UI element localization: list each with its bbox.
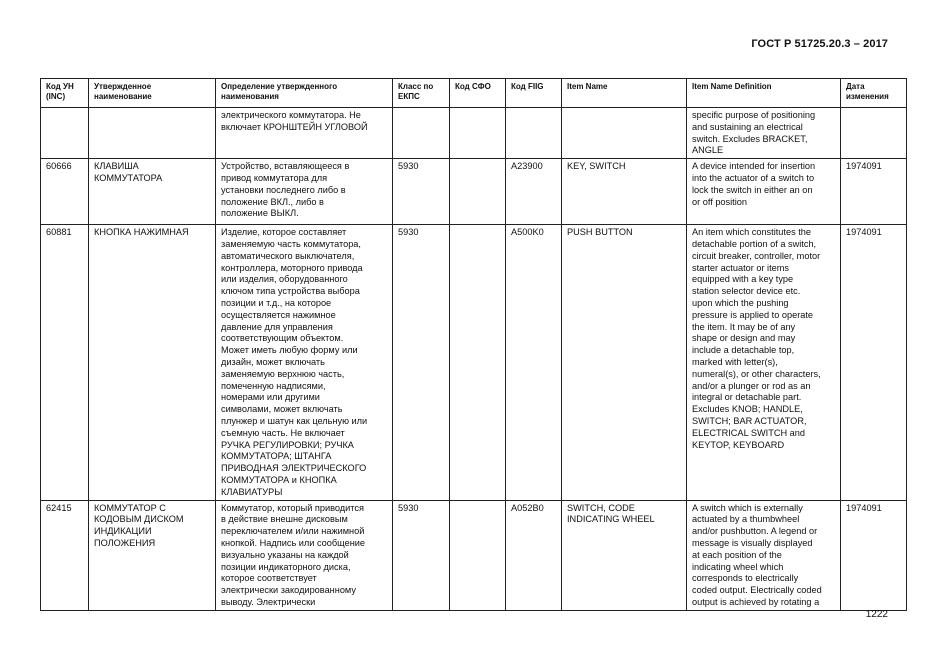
col-header-fiig: Код FIIG xyxy=(506,79,562,108)
col-header-item-def: Item Name Definition xyxy=(687,79,841,108)
cell-fiig xyxy=(506,108,562,159)
cell-class: 5930 xyxy=(393,159,450,225)
document-code: ГОСТ Р 51725.20.3 – 2017 xyxy=(751,38,888,50)
cell-inc xyxy=(41,108,89,159)
cell-def-ru: Коммутатор, который приводится в действие внешне дисковым переключателем и/или нажимной кнопкой. Надпись или сообщение визуально указаны на каждой позиции индикаторного диска, которое соответствует электрически закодированному выводу. Электрически xyxy=(216,500,393,610)
cell-fiig: A052B0 xyxy=(506,500,562,610)
classifier-table xyxy=(40,78,907,611)
cell-date: 1974091 xyxy=(841,500,907,610)
cell-def-ru: электрического коммутатора. Не включает КРОНШТЕЙН УГЛОВОЙ xyxy=(216,108,393,159)
cell-inc: 60881 xyxy=(41,225,89,500)
table-row xyxy=(41,500,907,610)
col-header-date: Дата изменения xyxy=(841,79,907,108)
cell-sfo xyxy=(450,159,506,225)
cell-item-def: A switch which is externally actuated by a thumbwheel and/or pushbutton. A legend or message is visually displayed at each position of the indicating wheel which corresponds to electrically coded output. Electrically coded output is achieved by rotating a xyxy=(687,500,841,610)
cell-fiig: A23900 xyxy=(506,159,562,225)
cell-date: 1974091 xyxy=(841,225,907,500)
cell-sfo xyxy=(450,225,506,500)
cell-fiig: A500K0 xyxy=(506,225,562,500)
cell-class: 5930 xyxy=(393,500,450,610)
table-header-row xyxy=(41,79,907,108)
cell-name-ru: КНОПКА НАЖИМНАЯ xyxy=(89,225,216,500)
cell-name-ru: КЛАВИША КОММУТАТОРА xyxy=(89,159,216,225)
cell-item-def: A device intended for insertion into the actuator of a switch to lock the switch in either an on or off position xyxy=(687,159,841,225)
col-header-name-ru: Утвержденное наименование xyxy=(89,79,216,108)
cell-inc: 62415 xyxy=(41,500,89,610)
table-row xyxy=(41,225,907,500)
cell-class xyxy=(393,108,450,159)
table-row xyxy=(41,108,907,159)
col-header-inc: Код УН (INC) xyxy=(41,79,89,108)
cell-inc: 60666 xyxy=(41,159,89,225)
cell-sfo xyxy=(450,108,506,159)
col-header-class: Класс по ЕКПС xyxy=(393,79,450,108)
col-header-item-name: Item Name xyxy=(562,79,687,108)
cell-name-ru: КОММУТАТОР С КОДОВЫМ ДИСКОМ ИНДИКАЦИИ ПОЛОЖЕНИЯ xyxy=(89,500,216,610)
cell-item-def: An item which constitutes the detachable portion of a switch, circuit breaker, controller, motor starter actuator or items equipped with a key type station selector device etc. upon which the pushing pressure is applied to operate the item. It may be of any shape or design and may include a detachable top, marked with letter(s), numeral(s), or other characters, and/or a plunger or rod as an integral or detachable part. Excludes KNOB; HANDLE, SWITCH; BAR ACTUATOR, ELECTRICAL SWITCH and KEYTOP, KEYBOARD xyxy=(687,225,841,500)
table-row xyxy=(41,159,907,225)
cell-date xyxy=(841,108,907,159)
cell-date: 1974091 xyxy=(841,159,907,225)
cell-name-ru xyxy=(89,108,216,159)
cell-def-ru: Изделие, которое составляет заменяемую часть коммутатора, автоматического выключателя, контроллера, моторного привода или изделия, оборудованного ключом типа устройства выбора позиции и т.д., на которое осуществляется нажимное давление для управления соответствующим объектом. Может иметь любую форму или дизайн, может включать заменяемую верхнюю часть, помеченную надписями, номерами или другими символами, может включать плунжер и шатун как цельную или съемную часть. Не включает РУЧКА РЕГУЛИРОВКИ; РУЧКА КОММУТАТОРА; ШТАНГА ПРИВОДНАЯ ЭЛЕКТРИЧЕСКОГО КОММУТАТОРА и КНОПКА КЛАВИАТУРЫ xyxy=(216,225,393,500)
cell-item-name: KEY, SWITCH xyxy=(562,159,687,225)
cell-item-name xyxy=(562,108,687,159)
col-header-sfo: Код СФО xyxy=(450,79,506,108)
page-number: 1222 xyxy=(865,609,888,620)
cell-item-name: SWITCH, CODE INDICATING WHEEL xyxy=(562,500,687,610)
cell-item-def: specific purpose of positioning and sustaining an electrical switch. Excludes BRACKET, ANGLE xyxy=(687,108,841,159)
cell-class: 5930 xyxy=(393,225,450,500)
cell-sfo xyxy=(450,500,506,610)
cell-item-name: PUSH BUTTON xyxy=(562,225,687,500)
col-header-def-ru: Определение утвержденного наименования xyxy=(216,79,393,108)
cell-def-ru: Устройство, вставляющееся в привод коммутатора для установки последнего либо в положение ВКЛ., либо в положение ВЫКЛ. xyxy=(216,159,393,225)
